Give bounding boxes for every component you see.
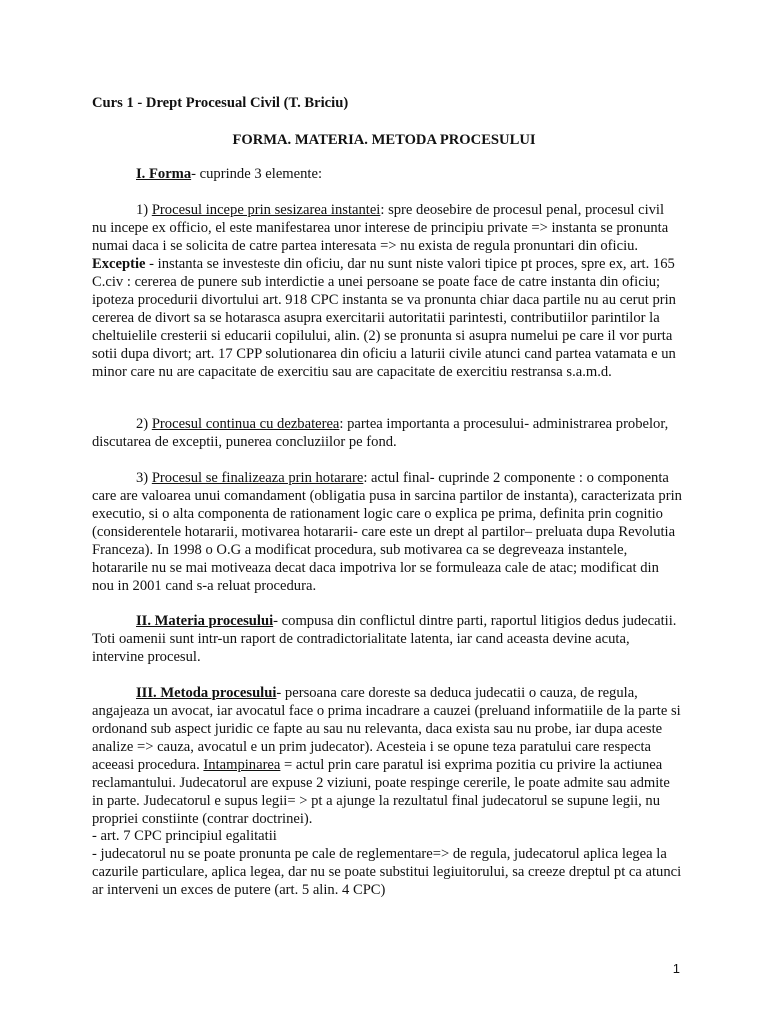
- chapter-heading: FORMA. MATERIA. METODA PROCESULUI: [232, 132, 536, 148]
- section-2-text: - compusa din conflictul dintre parti, raportul litigios dedus judecatii. Toti oamenii sunt intr-un raport de contradictorialitate latenta, iar cand aceasta devine acuta, intervine procesul.: [92, 613, 677, 665]
- section-3-line-1: - art. 7 CPC principiul egalitatii: [92, 828, 277, 844]
- section-3-label: III. Metoda procesului: [136, 685, 277, 701]
- item-2-number: 2): [136, 416, 152, 432]
- item-1-text-a: : spre deosebire de procesul penal, procesul civil nu incepe ex officio, el este manifestarea unor interese de principiu private => instanta se pronunta numai daca i se solicita de catre partea interesata => nu exista de regula pronuntari din oficiu.: [92, 202, 669, 254]
- item-3-number: 3): [136, 470, 152, 486]
- course-title: Curs 1 - Drept Procesual Civil (T. Briciu): [92, 95, 349, 111]
- section-3-line-2: - judecatorul nu se poate pronunta pe cale de reglementare=> de regula, judecatorul aplica legea la cazurile particulare, aplica legea, dar nu se poate substitui legiuitorului, sa creeze dreptul pt ca atunci ar interveni un exces de putere (art. 5 alin. 4 CPC): [92, 846, 682, 898]
- item-3-label: Procesul se finalizeaza prin hotarare: [151, 470, 364, 486]
- item-2-paragraph: [92, 415, 682, 451]
- item-2-label: Procesul continua cu dezbaterea: [151, 416, 340, 432]
- section-2-label: II. Materia procesului: [136, 613, 274, 629]
- item-1-text-b: - instanta se investeste din oficiu, dar nu sunt niste valori tipice pt proces, spre ex, art. 165 C.civ : cererea de punere sub interdictie a unei persoane se poate face de catre instanta din oficiu; ipoteza procedurii divortului art. 918 CPC instanta se va pronunta chiar daca partile nu au cerut prin cererea de divort sa se hotarasca asupra exercitarii autoritatii parintesti, contributiilor parintilor la cheltuielile cresterii si educarii copilului, alin. (2) se pronunta si asupra numelui pe care il vor purta sotii dupa divort; art. 17 CPP solutionarea din oficiu a laturii civile atunci cand partea vatamata e un minor care nu are capacitate de exercitiu sau are capacitate de exercitiu restransa s.a.m.d.: [92, 256, 676, 380]
- item-3-text: : actul final- cuprinde 2 componente : o componenta care are valoarea unui comandament (obligatia pusa in sarcina partilor de instanta), caracterizata prin executio, si o alta componenta de rationament logic care o explica pe prima, definita prin cognitio (considerentele hotararii, motivarea hotararii- care este un drept al partilor– preluata dupa Revolutia Franceza). In 1998 o O.G a modificat procedura, sub motivarea ca se degreveaza instantele, hotararile nu se mai motiveaza decat daca impotriva lor se formuleaza cale de atac; modificat din nou in 2001 cand s-a reluat procedura.: [92, 470, 682, 594]
- item-1-exception: Exceptie: [92, 256, 146, 272]
- section-1-label: I. Forma: [136, 166, 192, 182]
- item-2-text: : partea importanta a procesului- administrarea probelor, discutarea de exceptii, punerea concluziilor pe fond.: [92, 416, 669, 450]
- section-3-paragraph: [92, 684, 682, 828]
- item-1-paragraph: [92, 201, 682, 381]
- section-3-text-b: = actul prin care paratul isi exprima pozitia cu privire la actiunea reclamantului. Judecatorul are expuse 2 viziuni, poate respinge cererile, le poate admite sau admite in parte. Judecatorul e supus legii= > pt a ajunge la rezultatul final judecatorul se supune legii, nu propriei constiinte (contrar doctrinei).: [92, 757, 670, 827]
- section-2-paragraph: [92, 612, 682, 666]
- section-1-text: - cuprinde 3 elemente:: [191, 166, 323, 182]
- item-1-number: 1): [136, 202, 152, 218]
- section-3-text-a: - persoana care doreste sa deduca judecatii o cauza, de regula, angajeaza un avocat, iar avocatul face o prima incadrare a cauzei (preluand informatiile de la parte si ordonand sub aspect juridic ce fapte au sau nu relevanta, daca exista sau nu probe, iar dupa aceste analize => cauza, avocatul e un prim judecator). Acesteia i se opune teza paratului care respecta aceeasi procedura.: [92, 685, 681, 773]
- section-3-intampinarea: Intampinarea: [203, 757, 281, 773]
- page-number: 1: [672, 961, 680, 976]
- item-1-label: Procesul incepe prin sesizarea instantei: [151, 202, 381, 218]
- section-1-intro: [92, 165, 682, 183]
- item-3-paragraph: [92, 469, 682, 595]
